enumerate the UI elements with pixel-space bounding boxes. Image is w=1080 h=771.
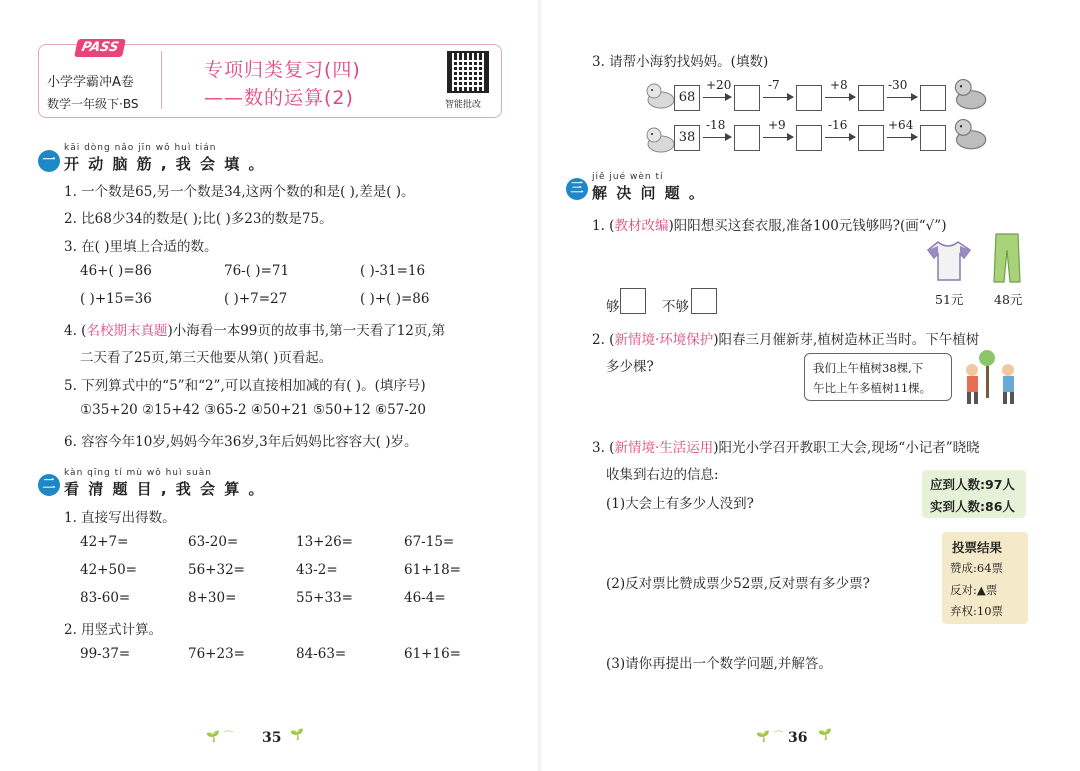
pass-logo: PASS xyxy=(74,39,126,57)
right-page xyxy=(540,0,1080,771)
chain1-answer-box[interactable] xyxy=(734,85,760,111)
chain2-op: +64 xyxy=(888,118,914,132)
calc-item: 67-15= xyxy=(404,534,455,550)
speech-line: 午比上午多植树11棵。 xyxy=(813,381,932,395)
s3-subquestion-3: (3)请你再提出一个数学问题,并解答。 xyxy=(606,656,832,672)
s3-subquestion-1: (1)大会上有多少人没到? xyxy=(606,496,754,512)
section1-pinyin: kāi dòng nǎo jīn wǒ huì tián xyxy=(64,143,217,153)
arrow-icon xyxy=(703,97,731,98)
source-tag: 名校期末真题 xyxy=(86,323,168,339)
enough-label: 够 xyxy=(606,299,620,315)
vertical-calc-item: 99-37= xyxy=(80,646,131,662)
s3-problem-2: 2. (新情境·环境保护)阳春三月催新芽,植树造林正当时。下午植树 xyxy=(592,332,980,348)
speech-bubble xyxy=(804,353,952,401)
series-name: 小学学霸冲A卷 xyxy=(47,75,134,90)
shirt-price: 51元 xyxy=(935,292,964,307)
vertical-calc-item: 61+16= xyxy=(404,646,461,662)
speech-line: 我们上午植树38棵,下 xyxy=(813,361,924,375)
section1-number: 一 xyxy=(38,150,60,172)
s1-question-4: 4. (名校期末真题)小海看一本99页的故事书,第一天看了12页,第 xyxy=(64,323,446,339)
section2-pinyin: kàn qīng tí mù wǒ huì suàn xyxy=(64,468,212,478)
arrow-icon xyxy=(825,137,855,138)
section2-title: 看 清 题 目 , 我 会 算 。 xyxy=(64,480,266,498)
section2-number: 二 xyxy=(38,474,60,496)
actual-attend: 实到人数:86人 xyxy=(930,499,1015,514)
s1-question-3: 3. 在( )里填上合适的数。 xyxy=(64,239,218,255)
s3-subquestion-2: (2)反对票比赞成票少52票,反对票有多少票? xyxy=(606,576,870,592)
calc-item: 8+30= xyxy=(188,590,237,606)
arrow-icon xyxy=(825,97,855,98)
section3-number: 三 xyxy=(566,178,588,200)
vertical-calc-item: 84-63= xyxy=(296,646,347,662)
s3-problem-3-line2: 收集到右边的信息: xyxy=(606,467,719,483)
s1-q3-item: 76-( )=71 xyxy=(224,263,290,279)
page-number-left: 35 xyxy=(262,730,282,746)
s1-question-6: 6. 容容今年10岁,妈妈今年36岁,3年后妈妈比容容大( )岁。 xyxy=(64,434,418,450)
calc-item: 61+18= xyxy=(404,562,461,578)
section3-title: 解 决 问 题 。 xyxy=(592,184,706,202)
calc-item: 42+7= xyxy=(80,534,129,550)
tree-planting-kids-icon xyxy=(958,348,1030,408)
chain1-answer-box[interactable] xyxy=(920,85,946,111)
calc-item: 63-20= xyxy=(188,534,239,550)
tshirt-icon xyxy=(924,238,972,282)
not-enough-label: 不够 xyxy=(662,299,689,315)
calc-item: 13+26= xyxy=(296,534,353,550)
calc-item: 42+50= xyxy=(80,562,137,578)
sprout-icon: 🌱 xyxy=(290,728,304,741)
baby-seal-icon xyxy=(645,80,677,110)
chain1-op: -7 xyxy=(768,78,780,92)
chain1-op: -30 xyxy=(888,78,908,92)
chain2-op: -18 xyxy=(706,118,726,132)
s1-question-2: 2. 比68少34的数是( );比( )多23的数是75。 xyxy=(64,211,333,227)
header-divider xyxy=(161,51,162,109)
s2-question-1: 1. 直接写出得数。 xyxy=(64,510,176,526)
s1-q3-item: ( )+( )=86 xyxy=(360,291,430,307)
s1-question-4-line2: 二天看了25页,第三天他要从第( )页看起。 xyxy=(80,350,333,366)
s1-q5-options: ①35+20 ②15+42 ③65-2 ④50+21 ⑤50+12 ⑥57-20 xyxy=(80,402,426,418)
arrow-icon xyxy=(887,137,917,138)
page-header xyxy=(38,40,502,118)
pants-icon xyxy=(990,232,1024,284)
page-subtitle: ——数的运算(2) xyxy=(204,87,354,109)
chain2-start-box: 38 xyxy=(674,125,700,151)
vote-abstain: 弃权:10票 xyxy=(950,604,1004,618)
s1-question-5: 5. 下列算式中的“5”和“2”,可以直接相加减的有( )。(填序号) xyxy=(64,378,426,394)
page-title: 专项归类复习(四) xyxy=(204,59,361,81)
chain1-op: +8 xyxy=(830,78,848,92)
not-enough-checkbox[interactable] xyxy=(691,288,717,314)
chain1-answer-box[interactable] xyxy=(858,85,884,111)
vote-for: 赞成:64票 xyxy=(950,561,1004,575)
calc-item: 43-2= xyxy=(296,562,338,578)
source-tag: 新情境·环境保护 xyxy=(614,332,714,348)
chain1-start-box: 68 xyxy=(674,85,700,111)
calc-item: 56+32= xyxy=(188,562,245,578)
s1-q3-item: ( )-31=16 xyxy=(360,263,426,279)
q3-title: 3. 请帮小海豹找妈妈。(填数) xyxy=(592,54,769,70)
calc-item: 83-60= xyxy=(80,590,131,606)
enough-checkbox[interactable] xyxy=(620,288,646,314)
arrow-icon xyxy=(763,137,793,138)
source-tag: 新情境·生活运用 xyxy=(614,440,714,456)
chain2-answer-box[interactable] xyxy=(734,125,760,151)
grade-label: 数学一年级下·BS xyxy=(47,97,139,111)
s2-question-2: 2. 用竖式计算。 xyxy=(64,622,163,638)
chain2-op: -16 xyxy=(828,118,848,132)
vertical-calc-item: 76+23= xyxy=(188,646,245,662)
chain2-answer-box[interactable] xyxy=(920,125,946,151)
attendance-info-box xyxy=(922,470,1026,518)
calc-item: 55+33= xyxy=(296,590,353,606)
chain1-op: +20 xyxy=(706,78,732,92)
mother-seal-icon xyxy=(952,116,988,150)
pants-price: 48元 xyxy=(994,292,1023,307)
qr-code-icon[interactable] xyxy=(447,51,489,93)
should-attend: 应到人数:97人 xyxy=(930,477,1015,492)
s3-problem-2-line2: 多少棵? xyxy=(606,359,654,375)
arrow-icon xyxy=(763,97,793,98)
section3-pinyin: jiě jué wèn tí xyxy=(592,172,664,182)
source-tag: 教材改编 xyxy=(614,218,669,234)
section1-title: 开 动 脑 筋 , 我 会 填 。 xyxy=(64,155,266,173)
s3-problem-1: 1. (教材改编)阳阳想买这套衣服,准备100元钱够吗?(画“√”) xyxy=(592,218,947,234)
sprout-icon: 🌱 xyxy=(818,728,832,741)
chain2-op: +9 xyxy=(768,118,786,132)
vote-against: 反对:▲票 xyxy=(950,583,998,597)
baby-seal-icon xyxy=(645,124,677,154)
chain2-answer-box[interactable] xyxy=(796,125,822,151)
vote-results-box xyxy=(942,532,1028,624)
calc-item: 46-4= xyxy=(404,590,446,606)
chain1-answer-box[interactable] xyxy=(796,85,822,111)
sprout-icon: 🌱 ⌒ xyxy=(206,730,235,743)
s1-q3-item: 46+( )=86 xyxy=(80,263,152,279)
mother-seal-icon xyxy=(952,76,988,110)
s1-q3-item: ( )+7=27 xyxy=(224,291,288,307)
s1-question-1: 1. 一个数是65,另一个数是34,这两个数的和是( ),差是( )。 xyxy=(64,184,415,200)
sprout-icon: 🌱 ⌒ xyxy=(756,730,785,743)
vote-title: 投票结果 xyxy=(952,540,1003,555)
qr-label: 智能批改 xyxy=(445,100,482,110)
page-number-right: 36 xyxy=(788,730,808,746)
arrow-icon xyxy=(703,137,731,138)
s1-q3-item: ( )+15=36 xyxy=(80,291,152,307)
arrow-icon xyxy=(887,97,917,98)
chain2-answer-box[interactable] xyxy=(858,125,884,151)
s3-problem-3: 3. (新情境·生活运用)阳光小学召开教职工大会,现场“小记者”晓晓 xyxy=(592,440,980,456)
